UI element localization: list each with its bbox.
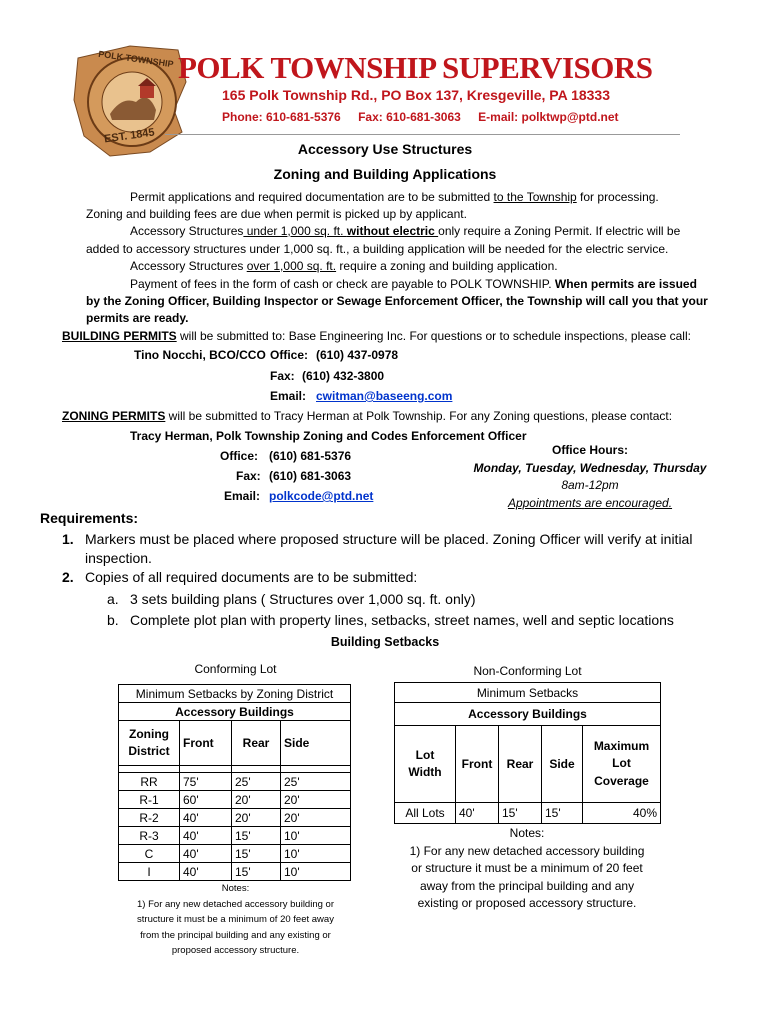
requirements-title: Requirements:	[40, 510, 139, 526]
page-title: POLK TOWNSHIP SUPERVISORS	[178, 50, 653, 85]
side-cell: 10'	[281, 827, 351, 845]
intro-text: over 1,000 sq. ft.	[246, 259, 337, 273]
intro-paragraph-4	[130, 276, 697, 293]
conforming-header-1: Minimum Setbacks by Zoning District	[119, 685, 351, 703]
intro-paragraph-2b: added to accessory structures under 1,000 sq. ft., a building application will be needed for the electric service.	[86, 242, 669, 256]
building-office-phone: (610) 437-0978	[316, 348, 399, 362]
side-cell: 10'	[281, 845, 351, 863]
table-row	[119, 773, 351, 791]
district-cell: RR	[119, 773, 180, 791]
building-permits-text: will be submitted to: Base Engineering Inc. For questions or to schedule inspections, please call:	[176, 329, 691, 343]
zoning-office-label: Office:	[220, 449, 259, 463]
requirement-2a-label: a.	[107, 591, 119, 607]
rear-cell: 25'	[232, 773, 281, 791]
col-front: Front	[180, 721, 232, 766]
intro-paragraph-4b: by the Zoning Officer, Building Inspector or Sewage Enforcement Officer, the Township will call you that your	[86, 294, 708, 308]
lot-cell: All Lots	[395, 803, 456, 824]
side-cell: 25'	[281, 773, 351, 791]
township-address: 165 Polk Township Rd., PO Box 137, Kresgeville, PA 18333	[222, 87, 611, 103]
col-rear: Rear	[499, 726, 542, 803]
zoning-contact-name: Tracy Herman, Polk Township Zoning and Codes Enforcement Officer	[130, 429, 527, 443]
header-divider	[165, 134, 680, 135]
col-rear: Rear	[232, 721, 281, 766]
zoning-email-link[interactable]: polkcode@ptd.net	[269, 489, 374, 503]
intro-text: to the Township	[493, 190, 577, 204]
front-cell: 40'	[180, 809, 232, 827]
notes-line: structure it must be a minimum of 20 feet away	[137, 914, 334, 925]
district-cell: C	[119, 845, 180, 863]
col-lot-width: Lot Width	[395, 726, 456, 803]
setbacks-title: Building Setbacks	[330, 635, 440, 649]
table-row	[119, 791, 351, 809]
intro-text: only require a Zoning Permit. If electric will be	[438, 224, 681, 238]
col-max-coverage: Maximum Lot Coverage	[583, 726, 661, 803]
col-front: Front	[456, 726, 499, 803]
zoning-permits-text: will be submitted to Tracy Herman at Polk Township. For any Zoning questions, please contact:	[165, 409, 673, 423]
intro-text: require a zoning and building application.	[336, 259, 558, 273]
rear-cell: 20'	[232, 809, 281, 827]
intro-text: without electric	[346, 224, 439, 238]
notes-line: or structure it must be a minimum of 20 feet	[411, 861, 643, 875]
office-hours-title: Office Hours:	[551, 443, 628, 457]
conforming-caption: Conforming Lot	[194, 662, 277, 676]
office-hours-box	[460, 442, 720, 512]
notes-line: from the principal building and any existing or	[140, 929, 331, 941]
requirement-2a: 3 sets building plans ( Structures over 1,000 sq. ft. only)	[130, 591, 476, 607]
notes-line: 1) For any new detached accessory building or	[137, 898, 334, 910]
side-cell: 15'	[542, 803, 583, 824]
zoning-office-phone: (610) 681-5376	[269, 449, 352, 463]
nonconforming-caption: Non-Conforming Lot	[473, 664, 582, 678]
zoning-permits-label: ZONING PERMITS	[62, 409, 166, 423]
building-office-label: Office:	[270, 348, 309, 362]
intro-text: Permit applications and required documentation are to be submitted	[130, 190, 494, 204]
nonconforming-setbacks-table	[394, 682, 661, 824]
requirement-1-cont: inspection.	[85, 550, 152, 566]
rear-cell: 20'	[232, 791, 281, 809]
building-email-label: Email:	[270, 389, 307, 403]
conforming-header-2: Accessory Buildings	[119, 703, 351, 721]
notes-title: Notes:	[509, 826, 545, 840]
intro-text: for processing.	[576, 190, 659, 204]
building-email-link[interactable]: cwitman@baseeng.com	[316, 389, 453, 403]
building-permits-label: BUILDING PERMITS	[62, 329, 177, 343]
seal-text-bottom: EST. 1845	[103, 126, 156, 146]
doc-heading: Accessory Use Structures	[297, 141, 473, 157]
district-cell: R-2	[119, 809, 180, 827]
front-cell: 60'	[180, 791, 232, 809]
township-fax: Fax: 610-681-3063	[358, 110, 461, 124]
district-cell: R-3	[119, 827, 180, 845]
township-phone: Phone: 610-681-5376	[222, 110, 341, 124]
rear-cell: 15'	[499, 803, 542, 824]
front-cell: 40'	[456, 803, 499, 824]
nonconforming-header-1: Minimum Setbacks	[395, 683, 661, 703]
notes-line: away from the principal building and any	[419, 878, 635, 893]
township-email: E-mail: polktwp@ptd.net	[478, 110, 619, 124]
district-cell: I	[119, 863, 180, 881]
intro-text: Accessory Structures	[130, 224, 244, 238]
office-hours-note: Appointments are encouraged.	[507, 495, 673, 510]
conforming-notes	[118, 881, 353, 959]
notes-line: 1) For any new detached accessory building	[409, 843, 645, 858]
district-cell: R-1	[119, 791, 180, 809]
front-cell: 75'	[180, 773, 232, 791]
intro-text: Accessory Structures	[130, 259, 247, 273]
zoning-fax-label: Fax:	[236, 469, 261, 483]
requirement-2b-label: b.	[107, 612, 119, 628]
front-cell: 40'	[180, 863, 232, 881]
rear-cell: 15'	[232, 827, 281, 845]
requirement-2: Copies of all required documents are to be submitted:	[85, 569, 418, 585]
zoning-email-label: Email:	[224, 489, 261, 503]
table-row	[119, 827, 351, 845]
requirement-2-number: 2.	[62, 569, 74, 585]
conforming-setbacks-table	[118, 684, 351, 881]
seal-text-top: POLK TOWNSHIP	[97, 48, 175, 70]
table-row	[119, 809, 351, 827]
col-side: Side	[281, 721, 351, 766]
building-permits-line	[62, 328, 691, 345]
intro-text: When permits are issued	[554, 277, 697, 291]
rear-cell: 15'	[232, 863, 281, 881]
office-hours-time: 8am-12pm	[561, 478, 619, 492]
intro-paragraph-1	[130, 189, 659, 206]
doc-subheading: Zoning and Building Applications	[273, 166, 497, 182]
notes-line: existing or proposed accessory structure.	[417, 896, 637, 910]
zoning-permits-line	[62, 408, 672, 425]
col-side: Side	[542, 726, 583, 803]
side-cell: 10'	[281, 863, 351, 881]
front-cell: 40'	[180, 845, 232, 863]
table-row	[119, 863, 351, 881]
side-cell: 20'	[281, 791, 351, 809]
intro-paragraph-2	[130, 223, 680, 240]
building-fax-number: (610) 432-3800	[302, 369, 385, 383]
township-contact-line	[222, 110, 633, 124]
table-row	[395, 803, 661, 824]
intro-text: under 1,000 sq. ft.	[243, 224, 347, 238]
requirement-1-number: 1.	[62, 531, 74, 547]
office-hours-days: Monday, Tuesday, Wednesday, Thursday	[473, 460, 707, 475]
notes-title: Notes:	[221, 883, 250, 894]
side-cell: 20'	[281, 809, 351, 827]
intro-paragraph-1b: Zoning and building fees are due when permit is picked up by applicant.	[86, 207, 467, 221]
rear-cell: 15'	[232, 845, 281, 863]
max-coverage-cell: 40%	[583, 803, 661, 824]
intro-paragraph-3	[130, 258, 558, 275]
requirement-1: Markers must be placed where proposed structure will be placed. Zoning Officer will verify at initial	[85, 531, 693, 547]
building-fax-label: Fax:	[270, 369, 295, 383]
zoning-fax-number: (610) 681-3063	[269, 469, 352, 483]
front-cell: 40'	[180, 827, 232, 845]
nonconforming-header-2: Accessory Buildings	[395, 703, 661, 726]
col-zoning-district: Zoning District	[119, 721, 180, 766]
table-row	[119, 845, 351, 863]
notes-line: proposed accessory structure.	[171, 945, 300, 956]
requirement-2b: Complete plot plan with property lines, setbacks, street names, well and septic locations	[130, 612, 674, 628]
nonconforming-notes	[387, 825, 667, 913]
intro-paragraph-4c: permits are ready.	[86, 311, 189, 325]
intro-text: Payment of fees in the form of cash or check are payable to POLK TOWNSHIP.	[130, 277, 555, 291]
building-contact-name: Tino Nocchi, BCO/CCO	[134, 348, 266, 362]
